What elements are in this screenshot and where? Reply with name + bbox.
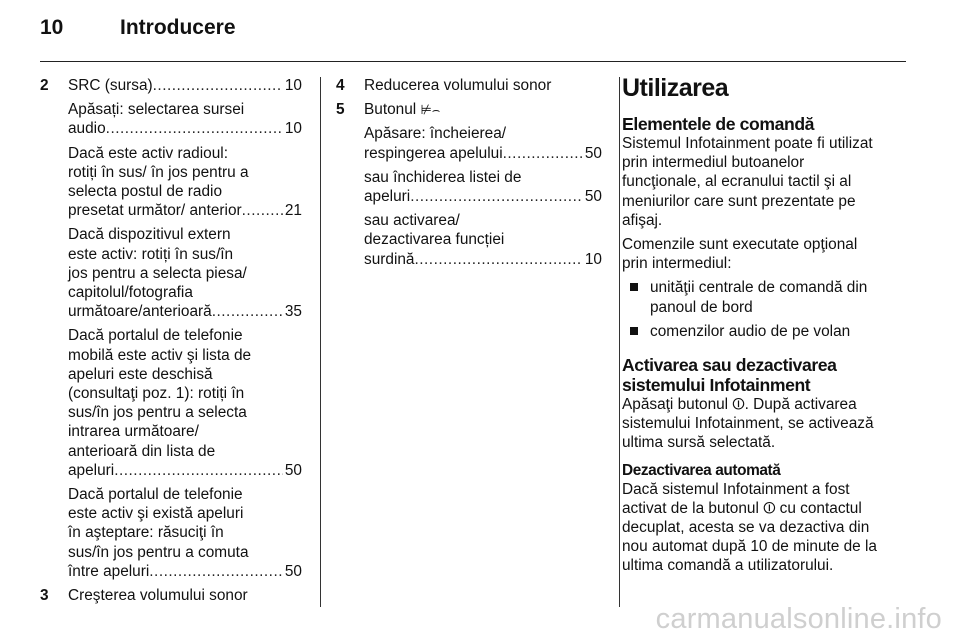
column-2 [336,76,602,274]
column-divider-1 [320,77,321,607]
page-ref: 21 [284,202,302,220]
page-title: Introducere [120,16,236,39]
column-divider-2 [619,77,620,607]
sub-entry: sau închiderea listei de apeluri ..... 50 [336,168,602,206]
sub-entry: Apăsare: încheierea/ respingerea apelului ..... 50 [336,124,602,162]
page-ref: 50 [284,461,302,479]
page-number: 10 [40,16,64,39]
page-ref: 50 [284,562,302,580]
paragraph: Sistemul Infotainment poate fi utilizat prin intermediul butoanelor funcţionale, al ecranului tactil şi al meniurilor care sunt prezentate pe afişaj. [622,135,873,229]
bullet-square-icon [630,327,638,335]
page-ref: 10 [584,250,602,268]
list-item: comenzilor audio de pe volan [622,322,906,341]
item-number: 5 [336,101,345,119]
page-ref: 50 [584,188,602,206]
column-3 [622,76,906,581]
page-ref: 35 [284,303,302,321]
item-2 [40,76,302,95]
power-icon: ⏼ [763,499,776,517]
header-rule [40,61,906,62]
sub-entry: Apăsați: selectarea sursei audio ..... 10 [40,100,302,138]
paragraph: Comenzile sunt executate opţional prin intermediul: [622,236,858,273]
column-1 [40,76,302,610]
watermark: carmanualsonline.info [655,603,942,635]
bullet-square-icon [630,283,638,291]
item-number: 4 [336,77,345,94]
subsection-heading: Dezactivarea automată [622,461,781,479]
sub-entry: Dacă dispozitivul extern este activ: rotiți în sus/în jos pentru a selecta piesa/ capitolul/fotografia următoare/anterioară ..... 35 [40,225,302,321]
page-ref: 10 [284,77,302,94]
toc-line: SRC (sursa) ..... 10 [68,76,302,95]
sub-entry: Dacă este activ radioul: rotiți în sus/ în jos pentru a selecta postul de radio presetat următor/ anterior ..... 21 [40,144,302,221]
power-icon: ⏼ [732,396,745,414]
paragraph: Apăsaţi butonul ⏼. După activarea sistemului Infotainment, se activează ultima sursă selectată. [622,396,874,452]
page-ref: 50 [584,144,602,162]
subsection-heading: Elementele de comandă [622,114,815,134]
sub-entry: Dacă portalul de telefonie este activ şi există apeluri în aşteptare: răsuciţi în sus/în jos pentru a comuta între apeluri ..... 50 [40,485,302,581]
item-number: 3 [40,587,49,605]
section-title: Utilizarea [622,74,729,102]
item-5: 5 Butonul ⊭⌢ [336,101,441,119]
item-4: 4 Reducerea volumului sonor [336,77,552,94]
item-3: 3 Creşterea volumului sonor [40,587,248,605]
paragraph: Dacă sistemul Infotainment a fost activat de la butonul ⏼ cu contactul decuplat, acesta se va dezactiva din nou automat după 10 de minute de la ultima comandă a utilizatorului. [622,480,877,575]
list-item: unităţii centrale de comandă din panoul de bord [622,278,906,316]
sub-entry: sau activarea/ dezactivarea funcției surdină ..... 10 [336,211,602,269]
page-ref: 10 [284,120,302,138]
call-end-mute-icon: ⊭⌢ [420,102,441,118]
subsection-heading: Activarea sau dezactivarea sistemului Infotainment [622,355,837,396]
item-number: 2 [40,77,49,94]
sub-entry: Dacă portalul de telefonie mobilă este activ şi lista de apeluri este deschisă (consultaţi poz. 1): rotiți în sus/în jos pentru a selecta intrarea următoare/ anterioară din lista de apeluri ..... 50 [40,326,302,480]
